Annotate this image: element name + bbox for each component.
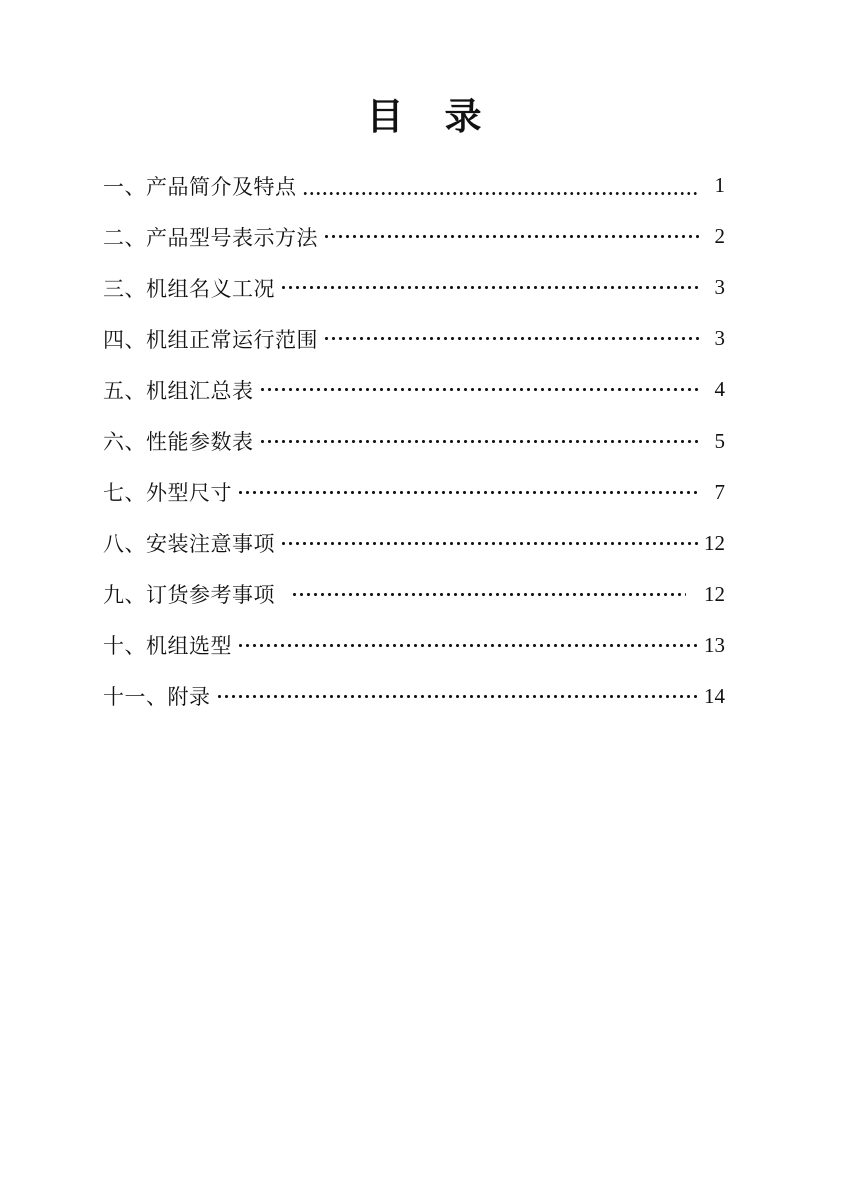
toc-entry-label: 六、性能参数表 xyxy=(103,430,254,455)
toc-entry-page: 14 xyxy=(704,683,725,708)
toc-leader-dots xyxy=(259,364,700,415)
toc-leader-dots xyxy=(302,160,700,211)
toc-entry xyxy=(103,620,725,671)
toc-leader-dots xyxy=(323,313,699,364)
toc-entry-label: 二、产品型号表示方法 xyxy=(103,225,318,250)
toc-leader-dots xyxy=(216,671,700,722)
toc-entry xyxy=(103,364,725,415)
toc-entry xyxy=(103,160,725,211)
toc-entry-page: 5 xyxy=(714,428,725,453)
toc-entry-label: 九、订货参考事项 xyxy=(103,583,275,608)
toc-entry-label: 五、机组汇总表 xyxy=(103,378,254,403)
toc-entry xyxy=(103,569,725,620)
toc-entry-page: 3 xyxy=(714,275,725,300)
toc-entry xyxy=(103,415,725,466)
toc-entry-label: 七、外型尺寸 xyxy=(103,481,232,506)
toc-entry-page: 1 xyxy=(714,173,725,198)
toc-entry-page: 4 xyxy=(714,377,725,402)
toc-entry-label: 四、机组正常运行范围 xyxy=(103,327,318,352)
toc-leader-dots xyxy=(280,262,699,313)
page-title: 目 录 xyxy=(366,97,484,138)
toc-entry-page: 2 xyxy=(714,224,725,249)
toc-leader-dots xyxy=(280,518,699,569)
toc-entry-page: 7 xyxy=(714,479,725,504)
toc-entry xyxy=(103,518,725,569)
toc-leader-dots xyxy=(291,569,686,620)
toc-entry xyxy=(103,671,725,722)
toc-list xyxy=(103,160,725,722)
toc-leader-dots xyxy=(323,211,699,262)
toc-leader-dots xyxy=(237,620,699,671)
toc-entry xyxy=(103,211,725,262)
toc-entry-label: 三、机组名义工况 xyxy=(103,276,275,301)
toc-entry xyxy=(103,467,725,518)
toc-entry-label: 十一、附录 xyxy=(103,685,211,710)
toc-entry-page: 12 xyxy=(704,530,725,555)
toc-entry-page: 13 xyxy=(704,632,725,657)
toc-entry xyxy=(103,262,725,313)
toc-entry-page: 12 xyxy=(704,581,725,606)
toc-entry-page: 3 xyxy=(714,326,725,351)
toc-entry xyxy=(103,313,725,364)
toc-leader-dots xyxy=(259,415,700,466)
toc-entry-label: 十、机组选型 xyxy=(103,634,232,659)
toc-leader-dots xyxy=(237,467,699,518)
toc-entry-label: 八、安装注意事项 xyxy=(103,532,275,557)
toc-entry-label: 一、产品简介及特点 xyxy=(103,174,297,199)
